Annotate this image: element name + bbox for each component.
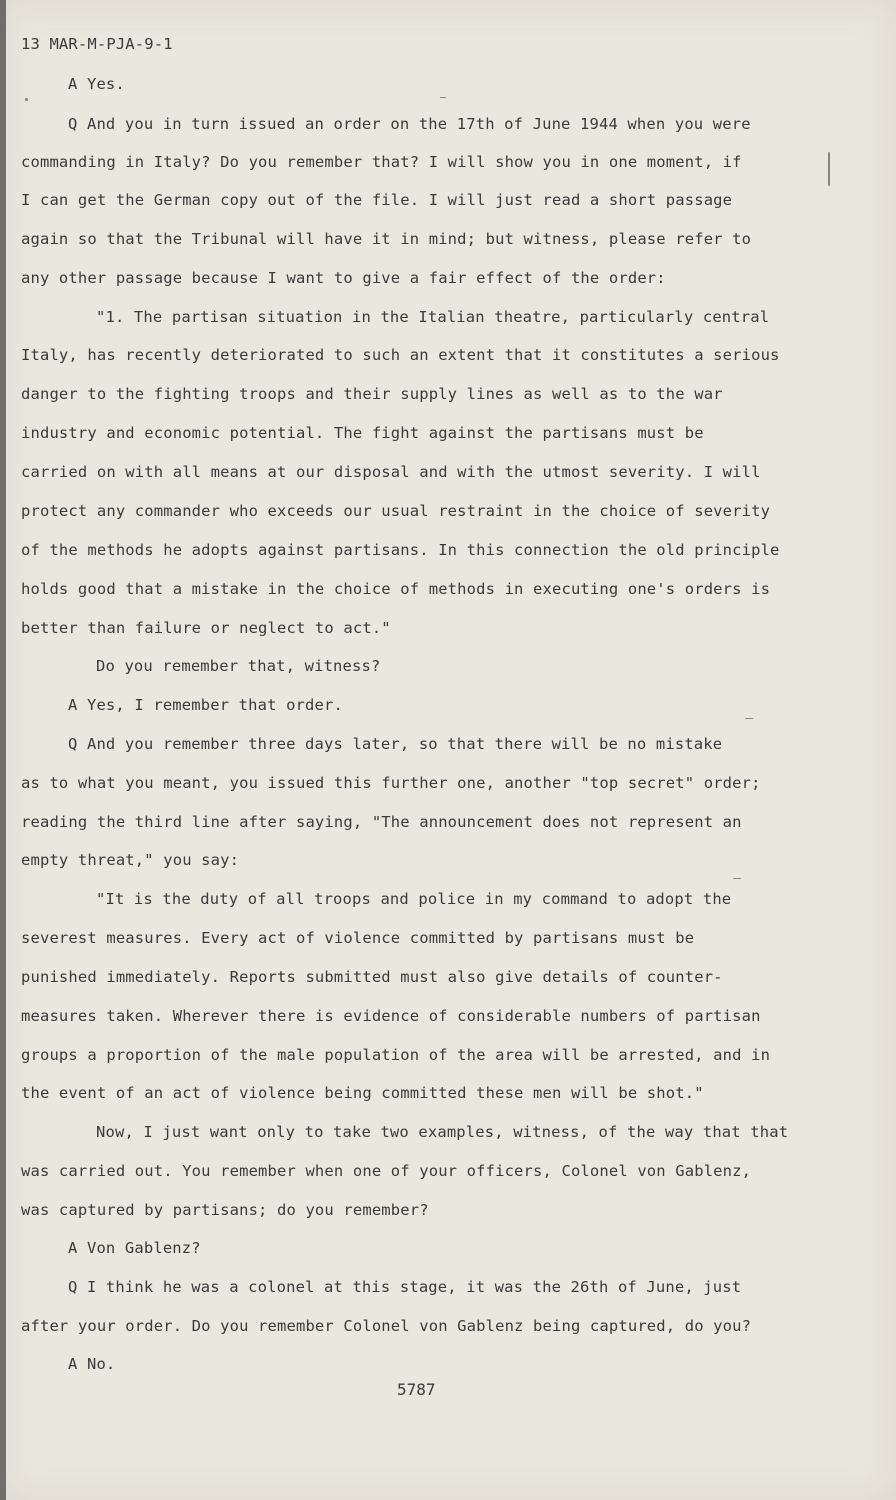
text-line: Q I think he was a colonel at this stage, it was the 26th of June, just [68,1278,742,1296]
text-line: A Yes, I remember that order. [68,696,343,714]
text-line: Now, I just want only to take two examples, witness, of the way that that [96,1123,789,1141]
text-line: again so that the Tribunal will have it in mind; but witness, please refer to [21,230,752,248]
text-line: groups a proportion of the male population of the area will be arrested, and in [21,1046,771,1064]
text-line: danger to the fighting troops and their supply lines as well as to the war [21,385,723,403]
text-line: the event of an act of violence being committed these men will be shot." [21,1084,704,1102]
text-line: commanding in Italy? Do you remember that? I will show you in one moment, if [21,153,742,171]
text-line: "1. The partisan situation in the Italian theatre, particularly central [96,308,770,326]
text-line: after your order. Do you remember Colonel von Gablenz being captured, do you? [21,1317,752,1335]
paper-speck [745,718,753,719]
text-line: industry and economic potential. The fight against the partisans must be [21,424,704,442]
text-line: I can get the German copy out of the file. I will just read a short passage [21,191,733,209]
text-line: better than failure or neglect to act." [21,619,391,637]
text-line: protect any commander who exceeds our usual restraint in the choice of severity [21,502,771,520]
page-number: 5787 [397,1380,436,1399]
text-line: severest measures. Every act of violence committed by partisans must be [21,929,695,947]
paper-speck [733,878,741,879]
text-line: Do you remember that, witness? [96,657,381,675]
paper-speck [440,97,446,98]
text-line: Italy, has recently deteriorated to such an extent that it constitutes a serious [21,346,780,364]
text-line: A Yes. [68,75,125,93]
text-line: A No. [68,1355,116,1373]
text-line: empty threat," you say: [21,851,240,869]
text-line: measures taken. Wherever there is evidence of considerable numbers of partisan [21,1007,761,1025]
text-line: "It is the duty of all troops and police in my command to adopt the [96,890,732,908]
document-reference: 13 MAR-M-PJA-9-1 [21,35,173,53]
margin-mark [828,152,830,186]
text-line: carried on with all means at our disposal and with the utmost severity. I will [21,463,761,481]
text-line: was captured by partisans; do you remember? [21,1201,429,1219]
text-line: of the methods he adopts against partisans. In this connection the old principle [21,541,780,559]
text-line: was carried out. You remember when one of your officers, Colonel von Gablenz, [21,1162,752,1180]
text-line: Q And you remember three days later, so that there will be no mistake [68,735,723,753]
text-line: Q And you in turn issued an order on the 17th of June 1944 when you were [68,115,751,133]
paper-speck [25,98,28,101]
text-line: as to what you meant, you issued this further one, another "top secret" order; [21,774,761,792]
text-line: reading the third line after saying, "The announcement does not represent an [21,813,742,831]
text-line: holds good that a mistake in the choice of methods in executing one's orders is [21,580,771,598]
text-line: A Von Gablenz? [68,1239,201,1257]
text-line: punished immediately. Reports submitted must also give details of counter- [21,968,723,986]
text-line: any other passage because I want to give a fair effect of the order: [21,269,666,287]
